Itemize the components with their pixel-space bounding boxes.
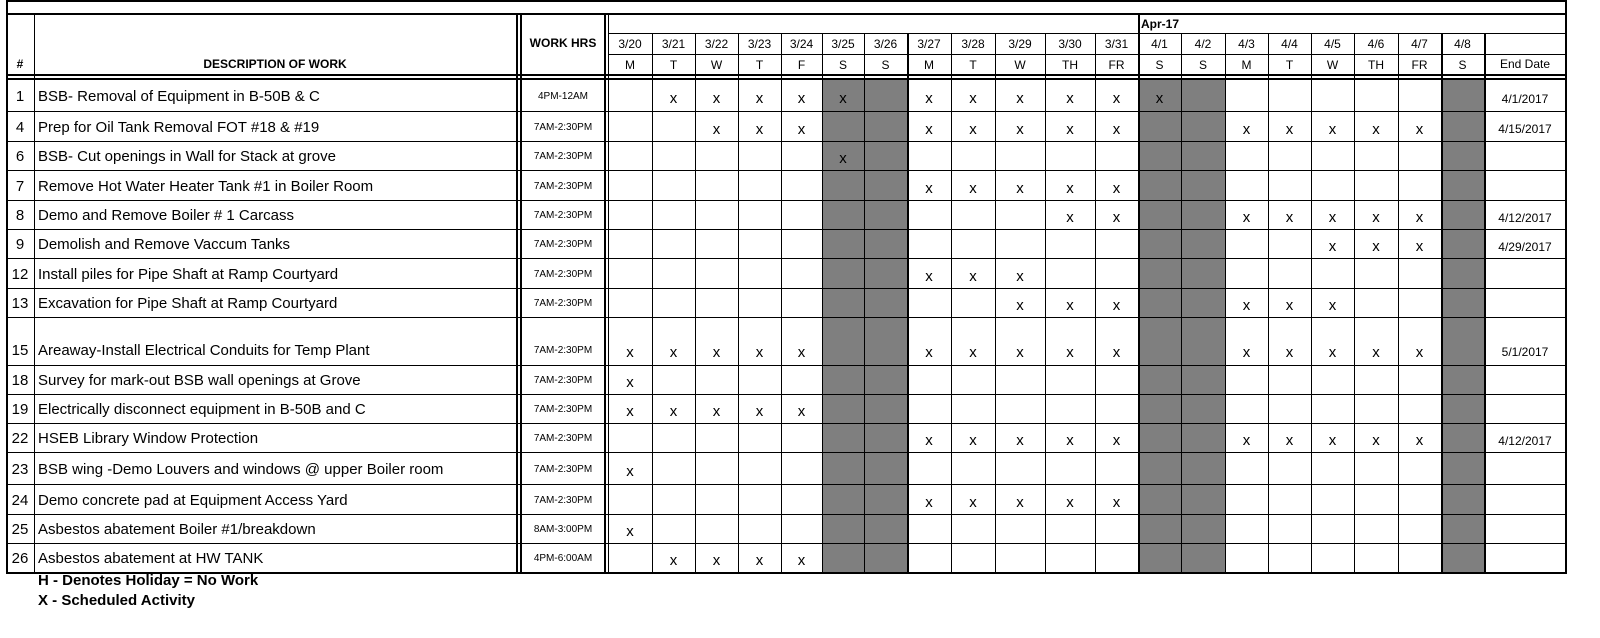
- scheduled-mark: x: [797, 403, 806, 420]
- scheduled-mark: x: [1415, 238, 1424, 255]
- scheduled-mark: x: [1155, 90, 1164, 107]
- scheduled-mark: x: [969, 179, 977, 197]
- day-col-line: [1354, 33, 1355, 572]
- scheduled-mark: x: [1066, 90, 1074, 107]
- month-divider-line: [1138, 13, 1140, 33]
- weekend-shade-3/26: [864, 80, 907, 572]
- day-of-week-4/4: T: [1285, 57, 1294, 72]
- scheduled-mark: x: [969, 432, 977, 449]
- day-of-week-3/31: FR: [1108, 57, 1125, 72]
- scheduled-mark: x: [1242, 432, 1251, 449]
- row-work-hours: 7AM-2:30PM: [533, 463, 593, 475]
- day-of-week-3/30: TH: [1062, 57, 1078, 72]
- scheduled-mark: x: [1285, 209, 1294, 226]
- num-header: #: [16, 57, 24, 71]
- row-work-hours: 7AM-2:30PM: [533, 344, 593, 356]
- scheduled-mark: x: [969, 120, 977, 138]
- row-work-hours: 4PM-12AM: [537, 91, 588, 102]
- row-description: Prep for Oil Tank Removal FOT #18 & #19: [38, 118, 320, 136]
- day-date-3/22: 3/22: [704, 37, 729, 51]
- scheduled-mark: x: [1328, 432, 1337, 449]
- scheduled-mark: x: [1112, 209, 1121, 226]
- row-work-hours: 7AM-2:30PM: [533, 268, 593, 280]
- scheduled-mark: x: [1415, 209, 1424, 226]
- day-col-line: [738, 33, 739, 572]
- end-date-header: End Date: [1499, 57, 1551, 71]
- day-date-3/21: 3/21: [661, 37, 686, 51]
- row-description: Areaway-Install Electrical Conduits for Temp Plant: [38, 341, 370, 359]
- day-col-line: [652, 33, 653, 572]
- row-number: 23: [11, 460, 29, 478]
- scheduled-mark: x: [1372, 238, 1380, 255]
- day-date-3/25: 3/25: [831, 37, 855, 51]
- scheduled-mark: x: [1328, 343, 1337, 361]
- num-col-line: [34, 13, 35, 572]
- day-of-week-4/6: TH: [1368, 57, 1384, 72]
- scheduled-mark: x: [1242, 120, 1251, 138]
- work-hrs-header: WORK HRS: [529, 36, 597, 50]
- row-end-date: 4/15/2017: [1498, 122, 1552, 136]
- row-description: Demo concrete pad at Equipment Access Yard: [38, 491, 348, 509]
- scheduled-mark: x: [626, 462, 634, 480]
- scheduled-mark: x: [1016, 343, 1024, 361]
- row-number: 6: [15, 148, 25, 165]
- scheduled-mark: x: [925, 120, 933, 138]
- row-work-hours: 7AM-2:30PM: [533, 239, 593, 250]
- scheduled-mark: x: [1112, 432, 1121, 449]
- scheduled-mark: x: [1285, 343, 1294, 361]
- day-col-line: [864, 33, 865, 572]
- day-date-3/28: 3/28: [961, 37, 985, 51]
- row-description: Remove Hot Water Heater Tank #1 in Boiler Room: [38, 177, 374, 195]
- row-description: Survey for mark-out BSB wall openings at Grove: [38, 372, 361, 389]
- scheduled-mark: x: [669, 403, 678, 420]
- day-of-week-4/5: W: [1326, 57, 1339, 72]
- row-description: BSB- Cut openings in Wall for Stack at grove: [38, 148, 336, 165]
- scheduled-mark: x: [669, 552, 678, 569]
- scheduled-mark: x: [1016, 297, 1024, 314]
- scheduled-mark: x: [755, 120, 764, 138]
- row-number: 18: [11, 372, 29, 389]
- scheduled-mark: x: [1415, 343, 1424, 361]
- row-number: 26: [11, 550, 29, 567]
- scheduled-mark: x: [969, 493, 977, 511]
- header-bottom-line: [6, 74, 1566, 76]
- day-date-3/27: 3/27: [917, 37, 941, 51]
- day-of-week-4/2: S: [1198, 57, 1207, 72]
- scheduled-mark: x: [797, 552, 806, 569]
- row-line: [6, 394, 1566, 395]
- day-of-week-4/3: M: [1241, 57, 1252, 72]
- scheduled-mark: x: [1016, 493, 1024, 511]
- scheduled-mark: x: [1016, 90, 1024, 107]
- month-header: Apr-17: [1141, 17, 1180, 31]
- scheduled-mark: x: [839, 150, 847, 167]
- day-of-week-3/21: T: [669, 57, 678, 72]
- day-date-3/29: 3/29: [1008, 37, 1032, 51]
- weekend-shade-4/2: [1181, 80, 1225, 572]
- row-description: Asbestos abatement at HW TANK: [38, 550, 264, 567]
- day-of-week-4/8: S: [1458, 57, 1467, 72]
- scheduled-mark: x: [925, 432, 933, 449]
- day-date-3/26: 3/26: [873, 37, 898, 51]
- row-work-hours: 7AM-2:30PM: [533, 494, 593, 506]
- scheduled-mark: x: [797, 120, 806, 138]
- scheduled-mark: x: [1328, 120, 1337, 138]
- day-col-line: [822, 33, 823, 572]
- scheduled-mark: x: [1242, 297, 1251, 314]
- scheduled-mark: x: [1372, 120, 1380, 138]
- row-work-hours: 7AM-2:30PM: [533, 121, 593, 133]
- row-number: 25: [11, 521, 29, 538]
- row-work-hours: 8AM-3:00PM: [533, 524, 593, 535]
- scheduled-mark: x: [755, 552, 764, 569]
- scheduled-mark: x: [1242, 209, 1251, 226]
- row-work-hours: 7AM-2:30PM: [533, 298, 593, 309]
- scheduled-mark: x: [1328, 238, 1337, 255]
- row-end-date: 5/1/2017: [1501, 345, 1549, 359]
- day-date-4/5: 4/5: [1324, 37, 1341, 51]
- day-of-week-3/25: S: [838, 57, 847, 72]
- day-col-line: [781, 33, 782, 572]
- scheduled-mark: x: [626, 343, 634, 361]
- scheduled-mark: x: [712, 120, 721, 138]
- scheduled-mark: x: [1415, 120, 1424, 138]
- day-date-4/4: 4/4: [1281, 37, 1298, 51]
- scheduled-mark: x: [1016, 267, 1024, 285]
- row-work-hours: 7AM-2:30PM: [533, 433, 593, 444]
- scheduled-mark: x: [755, 343, 764, 361]
- legend-holiday: H - Denotes Holiday = No Work: [38, 572, 259, 589]
- scheduled-mark: x: [1112, 493, 1121, 511]
- row-end-date: 4/12/2017: [1498, 433, 1552, 448]
- scheduled-mark: x: [1328, 209, 1337, 226]
- scheduled-mark: x: [1285, 120, 1294, 138]
- row-number: 24: [11, 491, 29, 509]
- row-work-hours: 7AM-2:30PM: [533, 151, 593, 162]
- weekend-shade-4/1: [1138, 80, 1181, 572]
- day-col-line: [1398, 33, 1399, 572]
- legend-scheduled: X - Scheduled Activity: [38, 592, 195, 609]
- row-description: Demo and Remove Boiler # 1 Carcass: [38, 207, 294, 224]
- scheduled-mark: x: [669, 90, 678, 107]
- row-number: 4: [15, 118, 25, 136]
- day-date-4/6: 4/6: [1367, 37, 1385, 51]
- scheduled-mark: x: [626, 403, 634, 420]
- row-line: [6, 514, 1566, 515]
- weekend-shade-4/8: [1441, 80, 1484, 572]
- scheduled-mark: x: [1415, 432, 1424, 449]
- row-description: Asbestos abatement Boiler #1/breakdown: [38, 521, 316, 538]
- day-col-line: [1441, 33, 1443, 572]
- scheduled-mark: x: [1112, 90, 1121, 107]
- row-number: 1: [15, 88, 25, 105]
- scheduled-mark: x: [1066, 343, 1074, 361]
- scheduled-mark: x: [712, 552, 721, 569]
- scheduled-mark: x: [1112, 297, 1121, 314]
- row-line: [6, 170, 1566, 171]
- day-of-week-3/20: M: [625, 57, 635, 72]
- day-date-3/23: 3/23: [747, 37, 772, 51]
- row-number: 22: [11, 430, 29, 447]
- scheduled-mark: x: [1372, 209, 1380, 226]
- outer-top-border: [6, 0, 1566, 2]
- row-work-hours: 4PM-6:00AM: [533, 553, 593, 564]
- day-col-line: [1138, 33, 1140, 572]
- row-line: [6, 543, 1566, 544]
- scheduled-mark: x: [1112, 179, 1121, 197]
- scheduled-mark: x: [712, 403, 721, 420]
- row-work-hours: 7AM-2:30PM: [533, 375, 593, 386]
- scheduled-mark: x: [1016, 432, 1024, 449]
- row-number: 19: [11, 401, 29, 418]
- row-number: 9: [15, 236, 25, 253]
- scheduled-mark: x: [969, 90, 977, 107]
- row-number: 7: [15, 177, 25, 195]
- scheduled-mark: x: [1016, 179, 1024, 197]
- day-date-3/20: 3/20: [618, 37, 642, 51]
- scheduled-mark: x: [712, 343, 721, 361]
- row-work-hours: 7AM-2:30PM: [533, 404, 593, 415]
- day-date-3/24: 3/24: [789, 37, 814, 51]
- scheduled-mark: x: [925, 493, 933, 511]
- row-description: BSB wing -Demo Louvers and windows @ upper Boiler room: [38, 460, 444, 478]
- scheduled-mark: x: [969, 267, 977, 285]
- scheduled-mark: x: [925, 179, 933, 197]
- scheduled-mark: x: [925, 267, 933, 285]
- day-of-week-3/29: W: [1014, 57, 1026, 72]
- day-date-3/31: 3/31: [1104, 37, 1129, 51]
- scheduled-mark: x: [755, 403, 764, 420]
- scheduled-mark: x: [1372, 343, 1380, 361]
- scheduled-mark: x: [1242, 343, 1251, 361]
- scheduled-mark: x: [1328, 297, 1337, 314]
- scheduled-mark: x: [626, 523, 634, 540]
- day-of-week-3/22: W: [710, 57, 723, 72]
- scheduled-mark: x: [712, 90, 721, 107]
- row-number: 13: [11, 295, 29, 312]
- scheduled-mark: x: [1285, 432, 1294, 449]
- scheduled-mark: x: [797, 90, 806, 107]
- row-line: [6, 200, 1566, 201]
- header-double-line: [6, 78, 1566, 80]
- row-line: [6, 288, 1566, 289]
- scheduled-mark: x: [925, 343, 933, 361]
- scheduled-mark: x: [925, 90, 933, 107]
- row-end-date: 4/29/2017: [1498, 239, 1552, 254]
- row-description: HSEB Library Window Protection: [38, 430, 259, 447]
- day-of-week-3/24: F: [797, 57, 806, 72]
- day-of-week-4/7: FR: [1411, 57, 1428, 72]
- scheduled-mark: x: [755, 90, 764, 107]
- row-end-date: 4/1/2017: [1501, 91, 1549, 106]
- day-of-week-4/1: S: [1155, 57, 1164, 72]
- scheduled-mark: x: [1372, 432, 1380, 449]
- title-row-border: [6, 13, 1566, 15]
- row-description: Demolish and Remove Vaccum Tanks: [38, 236, 291, 253]
- scheduled-mark: x: [1066, 493, 1074, 511]
- row-description: Electrically disconnect equipment in B-50B and C: [38, 401, 366, 418]
- day-col-line: [1484, 33, 1486, 572]
- row-end-date: 4/12/2017: [1498, 210, 1552, 225]
- scheduled-mark: x: [1066, 432, 1074, 449]
- hrs-col-line: [604, 13, 606, 572]
- scheduled-mark: x: [626, 374, 634, 391]
- scheduled-mark: x: [1066, 179, 1074, 197]
- day-date-4/3: 4/3: [1238, 37, 1255, 51]
- row-line: [6, 484, 1566, 485]
- row-description: BSB- Removal of Equipment in B-50B & C: [38, 88, 320, 105]
- scheduled-mark: x: [1285, 297, 1294, 314]
- day-date-3/30: 3/30: [1058, 37, 1082, 51]
- day-of-week-3/28: T: [969, 57, 977, 72]
- row-description: Install piles for Pipe Shaft at Ramp Courtyard: [38, 265, 339, 283]
- day-date-4/2: 4/2: [1194, 37, 1212, 51]
- scheduled-mark: x: [797, 343, 806, 361]
- scheduled-mark: x: [1016, 120, 1024, 138]
- scheduled-mark: x: [1066, 209, 1074, 226]
- scheduled-mark: x: [839, 90, 847, 107]
- day-col-line: [1181, 33, 1182, 572]
- day-date-4/1: 4/1: [1151, 37, 1168, 51]
- day-of-week-3/27: M: [924, 57, 934, 72]
- desc-col-line: [516, 13, 518, 572]
- row-work-hours: 7AM-2:30PM: [533, 180, 593, 192]
- scheduled-mark: x: [969, 343, 977, 361]
- hrs-col-line-double: [608, 13, 609, 572]
- scheduled-mark: x: [669, 343, 678, 361]
- scheduled-mark: x: [1066, 297, 1074, 314]
- row-number: 12: [11, 265, 29, 283]
- day-date-4/7: 4/7: [1411, 37, 1428, 51]
- day-col-line: [695, 33, 696, 572]
- day-date-4/8: 4/8: [1454, 37, 1471, 51]
- row-description: Excavation for Pipe Shaft at Ramp Courtyard: [38, 295, 338, 312]
- row-line: [6, 365, 1566, 366]
- row-number: 15: [11, 341, 29, 359]
- row-number: 8: [15, 207, 25, 224]
- description-header: DESCRIPTION OF WORK: [203, 57, 347, 71]
- scheduled-mark: x: [1112, 343, 1121, 361]
- scheduled-mark: x: [1112, 120, 1121, 138]
- scheduled-mark: x: [1066, 120, 1074, 138]
- day-of-week-3/23: T: [755, 57, 764, 72]
- row-work-hours: 7AM-2:30PM: [533, 210, 593, 221]
- day-of-week-3/26: S: [881, 57, 890, 72]
